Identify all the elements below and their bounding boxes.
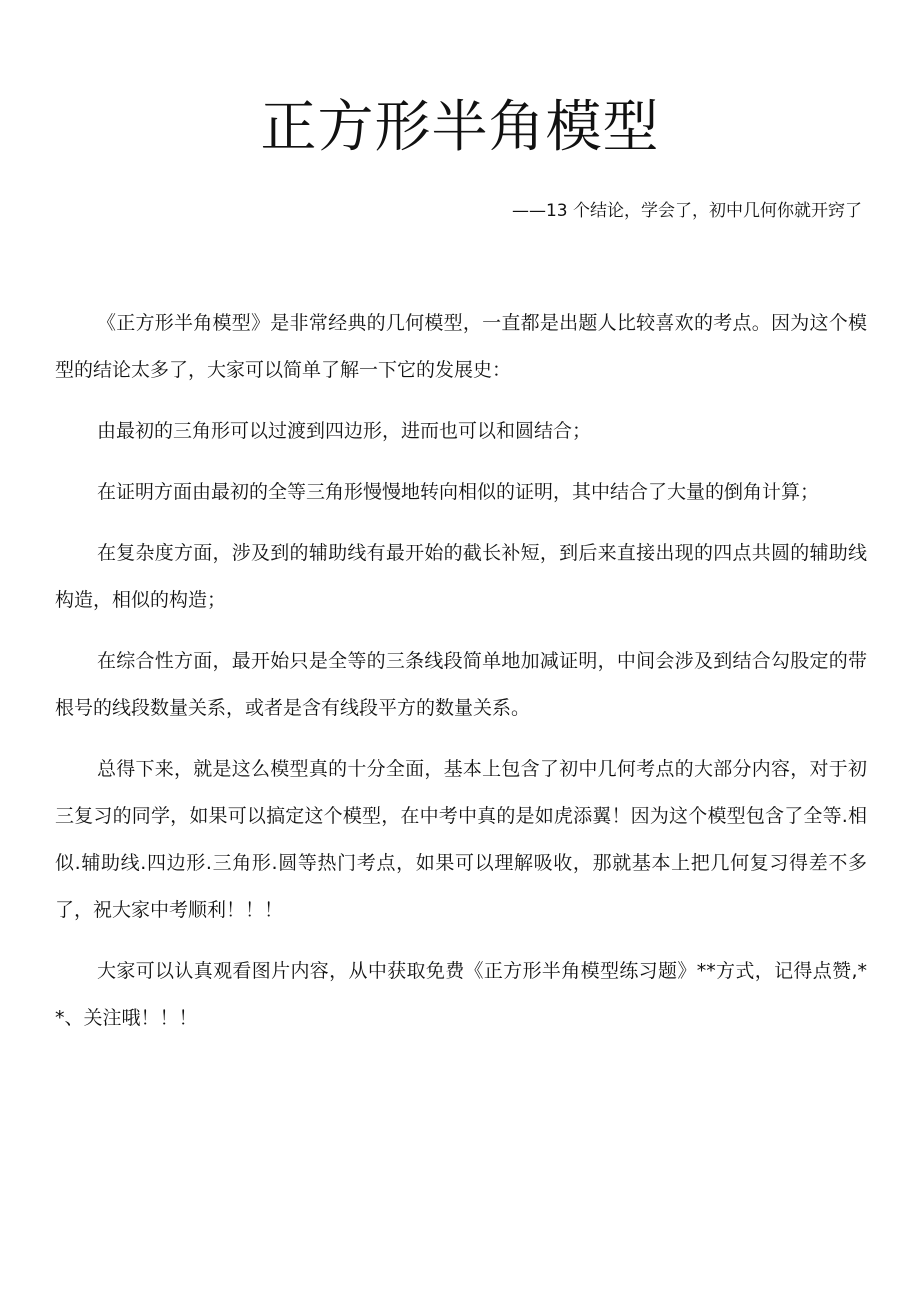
paragraph-summary: 总得下来，就是这么模型真的十分全面，基本上包含了初中几何考点的大部分内容，对于初三复习的同学，如果可以搞定这个模型，在中考中真的是如虎添翼！因为这个模型包含了全等.相似.辅助线.四边形.三角形.圆等热门考点，如果可以理解吸收，那就基本上把几何复习得差不多了，祝大家中考顺利！！！: [55, 758, 867, 921]
document-body: [55, 300, 867, 1056]
paragraph-comprehensiveness: 在综合性方面，最开始只是全等的三条线段简单地加减证明，中间会涉及到结合勾股定的带根号的线段数量关系，或者是含有线段平方的数量关系。: [55, 650, 867, 719]
paragraph-proof-evolution: 在证明方面由最初的全等三角形慢慢地转向相似的证明，其中结合了大量的倒角计算；: [97, 481, 820, 503]
paragraph-shape-evolution: 由最初的三角形可以过渡到四边形，进而也可以和圆结合；: [97, 420, 592, 442]
page-title: 正方形半角模型: [260, 95, 660, 160]
paragraph-complexity: 在复杂度方面，涉及到的辅助线有最开始的截长补短，到后来直接出现的四点共圆的辅助线构造，相似的构造；: [55, 542, 867, 611]
paragraph-call-to-action: 大家可以认真观看图片内容，从中获取免费《正方形半角模型练习题》**方式，记得点赞,**、关注哦！！！: [55, 960, 867, 1029]
paragraph-intro: 《正方形半角模型》是非常经典的几何模型，一直都是出题人比较喜欢的考点。因为这个模型的结论太多了，大家可以简单了解一下它的发展史：: [55, 312, 867, 381]
page-subtitle: ——13 个结论，学会了，初中几何你就开窍了: [511, 201, 862, 221]
